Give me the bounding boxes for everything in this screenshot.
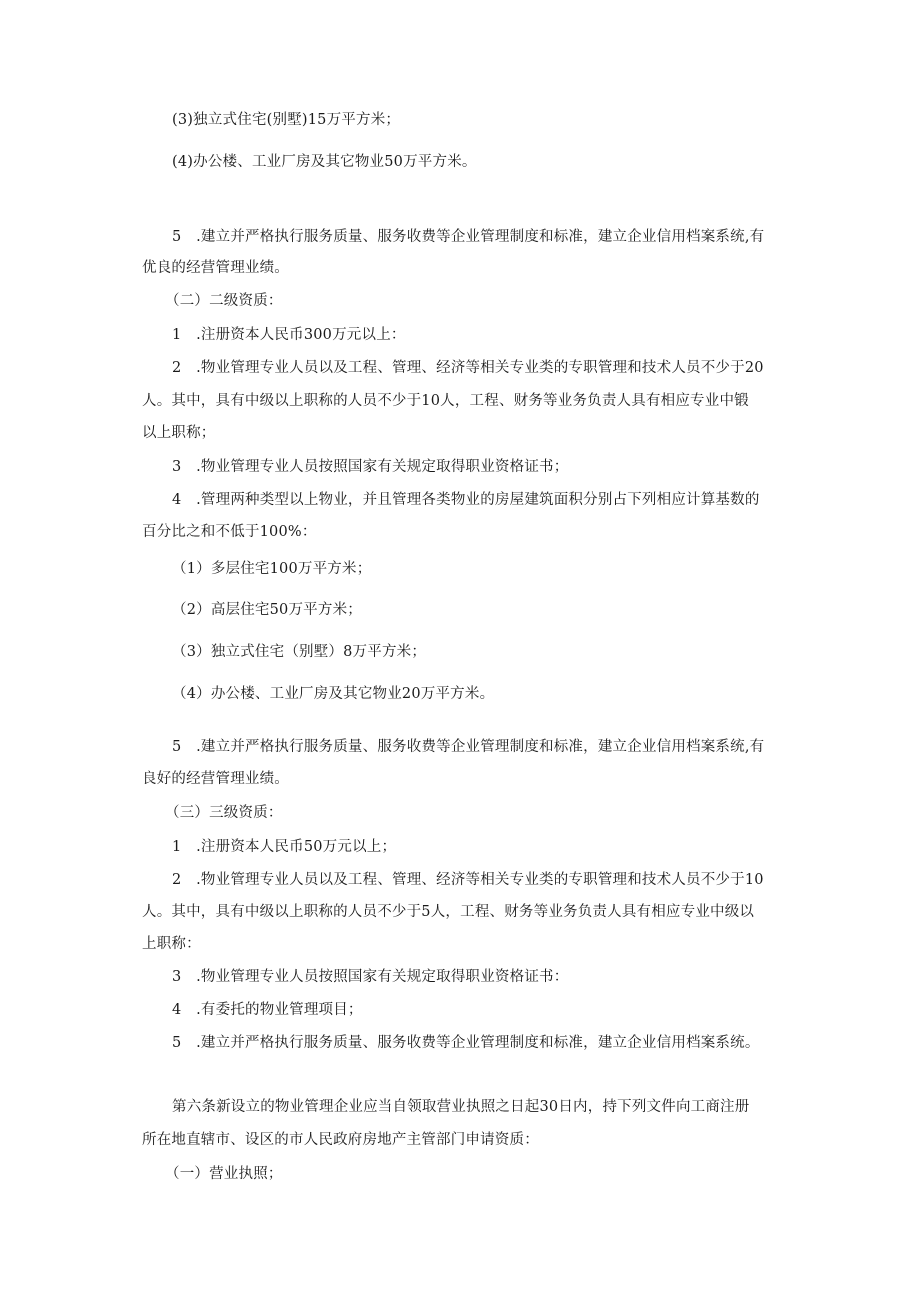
text-line: 5 .建立并严格执行服务质量、服务收费等企业管理制度和标准，建立企业信用档案系统,有	[172, 739, 765, 755]
text-line: （一）营业执照；	[165, 1166, 283, 1182]
text-line: （2）高层住宅50万平方米；	[172, 602, 362, 618]
text-line: 优良的经营管理业绩。	[142, 260, 289, 276]
text-line: 2 .物业管理专业人员以及工程、管理、经济等相关专业类的专职管理和技术人员不少于20	[172, 360, 764, 376]
text-line: (4)办公楼、工业厂房及其它物业50万平方米。	[172, 154, 477, 170]
text-line: 1 .注册资本人民币300万元以上：	[172, 327, 406, 343]
text-line: （4）办公楼、工业厂房及其它物业20万平方米。	[172, 686, 495, 702]
text-line: 1 .注册资本人民币50万元以上；	[172, 839, 397, 855]
text-line: 4 .管理两种类型以上物业，并且管理各类物业的房屋建筑面积分别占下列相应计算基数的	[172, 492, 760, 508]
text-line: 良好的经营管理业绩。	[142, 771, 289, 787]
text-line: 3 .物业管理专业人员按照国家有关规定取得职业资格证书：	[172, 969, 569, 985]
text-line: 4 .有委托的物业管理项目；	[172, 1002, 363, 1018]
text-line: 上职称：	[142, 936, 201, 952]
text-line: 5 .建立并严格执行服务质量、服务收费等企业管理制度和标准，建立企业信用档案系统,有	[172, 229, 765, 245]
text-line: 人。其中，具有中级以上职称的人员不少于10人，工程、财务等业务负责人具有相应专业中锻	[142, 393, 749, 409]
text-line: 以上职称；	[142, 425, 216, 441]
text-line: （三）三级资质：	[165, 805, 283, 821]
text-line: 人。其中，具有中级以上职称的人员不少于5人，工程、财务等业务负责人具有相应专业中级以	[142, 904, 755, 920]
text-line: 3 .物业管理专业人员按照国家有关规定取得职业资格证书；	[172, 459, 569, 475]
text-line: （1）多层住宅100万平方米；	[172, 561, 372, 577]
text-line: 2 .物业管理专业人员以及工程、管理、经济等相关专业类的专职管理和技术人员不少于10	[172, 872, 764, 888]
text-line: 5 .建立并严格执行服务质量、服务收费等企业管理制度和标准，建立企业信用档案系统。	[172, 1035, 760, 1051]
text-line: (3)独立式住宅(别墅)15万平方米；	[172, 112, 401, 128]
text-line: 所在地直辖市、设区的市人民政府房地产主管部门申请资质：	[142, 1132, 539, 1148]
text-line: （3）独立式住宅（别墅）8万平方米；	[172, 644, 427, 660]
text-line: （二）二级资质：	[165, 293, 283, 309]
text-line: 第六条新设立的物业管理企业应当自领取营业执照之日起30日内，持下列文件向工商注册	[172, 1099, 750, 1115]
text-line: 百分比之和不低于100%：	[142, 524, 317, 540]
